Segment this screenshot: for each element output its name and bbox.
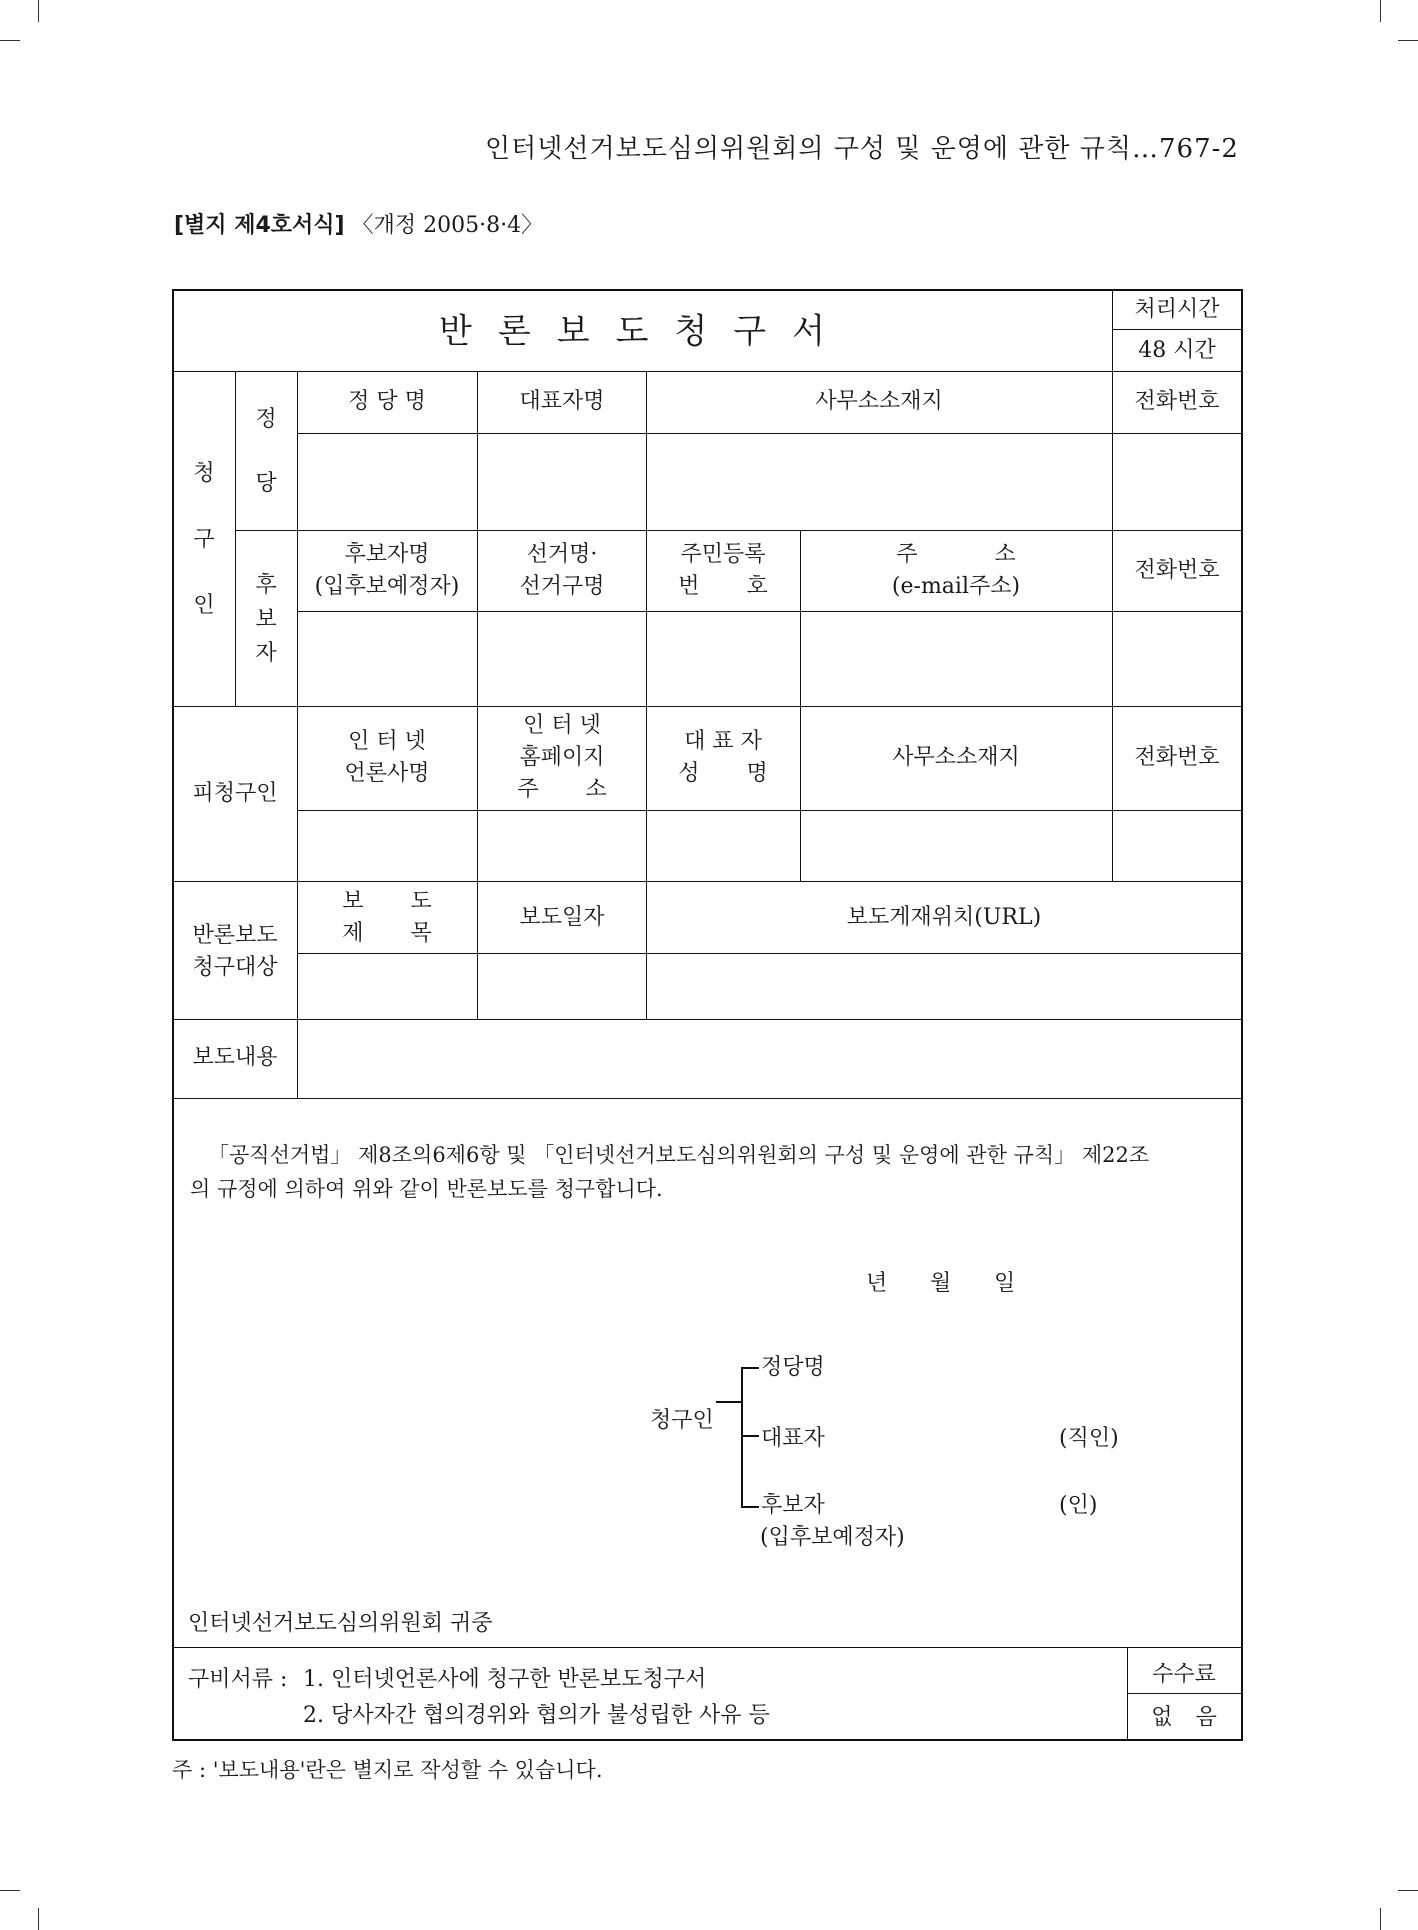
grid-line	[800, 530, 801, 706]
grid-line	[1127, 1693, 1242, 1694]
date-day: 일	[994, 1271, 1016, 1296]
col-homepage: 인 터 넷 홈페이지 주 소	[517, 713, 607, 802]
col-election: 선거명· 선거구명	[519, 542, 605, 599]
col-rrn: 주민등록 번 호	[678, 542, 768, 599]
col-address: 주 소 (e-mail주소)	[891, 542, 1021, 599]
processing-time-label: 처리시간	[1134, 297, 1220, 323]
col-candidate-phone: 전화번호	[1134, 558, 1220, 584]
content-label: 보도내용	[192, 1045, 278, 1071]
crop-mark	[1380, 0, 1381, 22]
grid-line	[172, 1019, 1243, 1020]
personal-seal: (인)	[1059, 1493, 1098, 1518]
official-seal: (직인)	[1059, 1426, 1119, 1451]
grid-line	[297, 611, 1243, 612]
crop-mark	[0, 40, 20, 41]
grid-line	[1112, 329, 1242, 330]
grid-line	[235, 530, 1243, 531]
col-report-date: 보도일자	[519, 905, 605, 931]
grid-line	[297, 953, 1243, 954]
documents-label: 구비서류 :	[188, 1667, 288, 1692]
candidate-label-3: 자	[255, 641, 277, 666]
fee-label: 수수료	[1152, 1662, 1216, 1688]
col-report-title: 보 도 제 목	[342, 889, 432, 946]
table-border	[172, 1739, 1243, 1741]
grid-line	[235, 371, 236, 706]
grid-line	[297, 810, 1243, 811]
col-candidate-name: 후보자명 (입후보예정자)	[314, 542, 460, 599]
grid-line	[477, 881, 478, 1019]
date-month: 월	[930, 1271, 952, 1296]
page-header: 인터넷선거보도심의위원회의 구성 및 운영에 관한 규칙…767-2	[485, 134, 1239, 164]
grid-line	[297, 433, 1243, 434]
signature-party-name: 정당명	[761, 1355, 825, 1380]
requester-label-1: 청	[193, 461, 215, 486]
party-label-2: 당	[255, 471, 277, 496]
form-label	[174, 208, 543, 239]
grid-line	[172, 371, 1243, 372]
signature-representative: 대표자	[761, 1426, 825, 1451]
table-border	[172, 289, 1243, 291]
respondent-label: 피청구인	[192, 781, 278, 807]
col-report-url: 보도게재위치(URL)	[846, 905, 1042, 931]
footnote: 주 : '보도내용'란은 별지로 작성할 수 있습니다.	[172, 1758, 603, 1782]
signature-candidate: 후보자	[761, 1493, 825, 1518]
candidate-label-2: 보	[255, 607, 277, 632]
party-label-1: 정	[255, 407, 277, 432]
target-label: 반론보도 청구대상	[192, 923, 278, 980]
candidate-label-1: 후	[255, 573, 277, 598]
crop-mark	[1380, 1908, 1381, 1930]
signature-candidate-sub: (입후보예정자)	[760, 1525, 905, 1550]
documents-item-1: 1. 인터넷언론사에 청구한 반론보도청구서	[303, 1667, 707, 1692]
crop-mark	[38, 0, 39, 22]
col-respondent-phone: 전화번호	[1134, 745, 1220, 771]
crop-mark	[0, 1890, 20, 1891]
crop-mark	[1398, 1890, 1418, 1891]
col-party-name: 정 당 명	[348, 389, 426, 415]
grid-line	[646, 371, 647, 1019]
requester-label-3: 인	[193, 593, 215, 618]
table-border	[1241, 289, 1243, 1741]
col-office-location: 사무소소재지	[815, 389, 943, 415]
col-representative: 대표자명	[519, 389, 605, 415]
col-respondent-office: 사무소소재지	[892, 745, 1020, 771]
fee-value: 없 음	[1151, 1705, 1217, 1731]
col-media-name: 인 터 넷 언론사명	[344, 729, 430, 786]
grid-line	[1112, 289, 1113, 371]
date-year: 년	[866, 1271, 888, 1296]
form-title: 반론보도청구서	[439, 311, 851, 352]
annex-label: [별지 제4호서식]	[174, 213, 345, 238]
statement-line-1: 「공직선거법」 제8조의6제6항 및 「인터넷선거보도심의위원회의 구성 및 운영에 관한 규칙」 제22조	[208, 1143, 1150, 1167]
grid-line	[172, 706, 1243, 707]
table-border	[172, 289, 174, 1741]
grid-line	[1112, 371, 1113, 881]
col-phone: 전화번호	[1134, 389, 1220, 415]
requester-label-2: 구	[193, 527, 215, 552]
statement-line-2: 의 규정에 의하여 위와 같이 반론보도를 청구합니다.	[190, 1177, 663, 1201]
grid-line	[297, 371, 298, 881]
grid-line	[477, 371, 478, 881]
documents-item-2: 2. 당사자간 협의경위와 협의가 불성립한 사유 등	[303, 1703, 770, 1728]
signature-requester-label: 청구인	[650, 1408, 714, 1433]
grid-line	[172, 1098, 1243, 1099]
revision-label: 〈개정 2005·8·4〉	[351, 213, 544, 238]
grid-line	[800, 706, 801, 881]
crop-mark	[38, 1908, 39, 1930]
crop-mark	[1398, 40, 1418, 41]
addressee: 인터넷선거보도심의위원회 귀중	[188, 1611, 493, 1636]
processing-time-value: 48 시간	[1138, 338, 1216, 364]
col-respondent-rep: 대 표 자 성 명	[678, 729, 768, 786]
grid-line	[297, 881, 298, 1098]
grid-line	[172, 1647, 1243, 1648]
grid-line	[172, 881, 1243, 882]
